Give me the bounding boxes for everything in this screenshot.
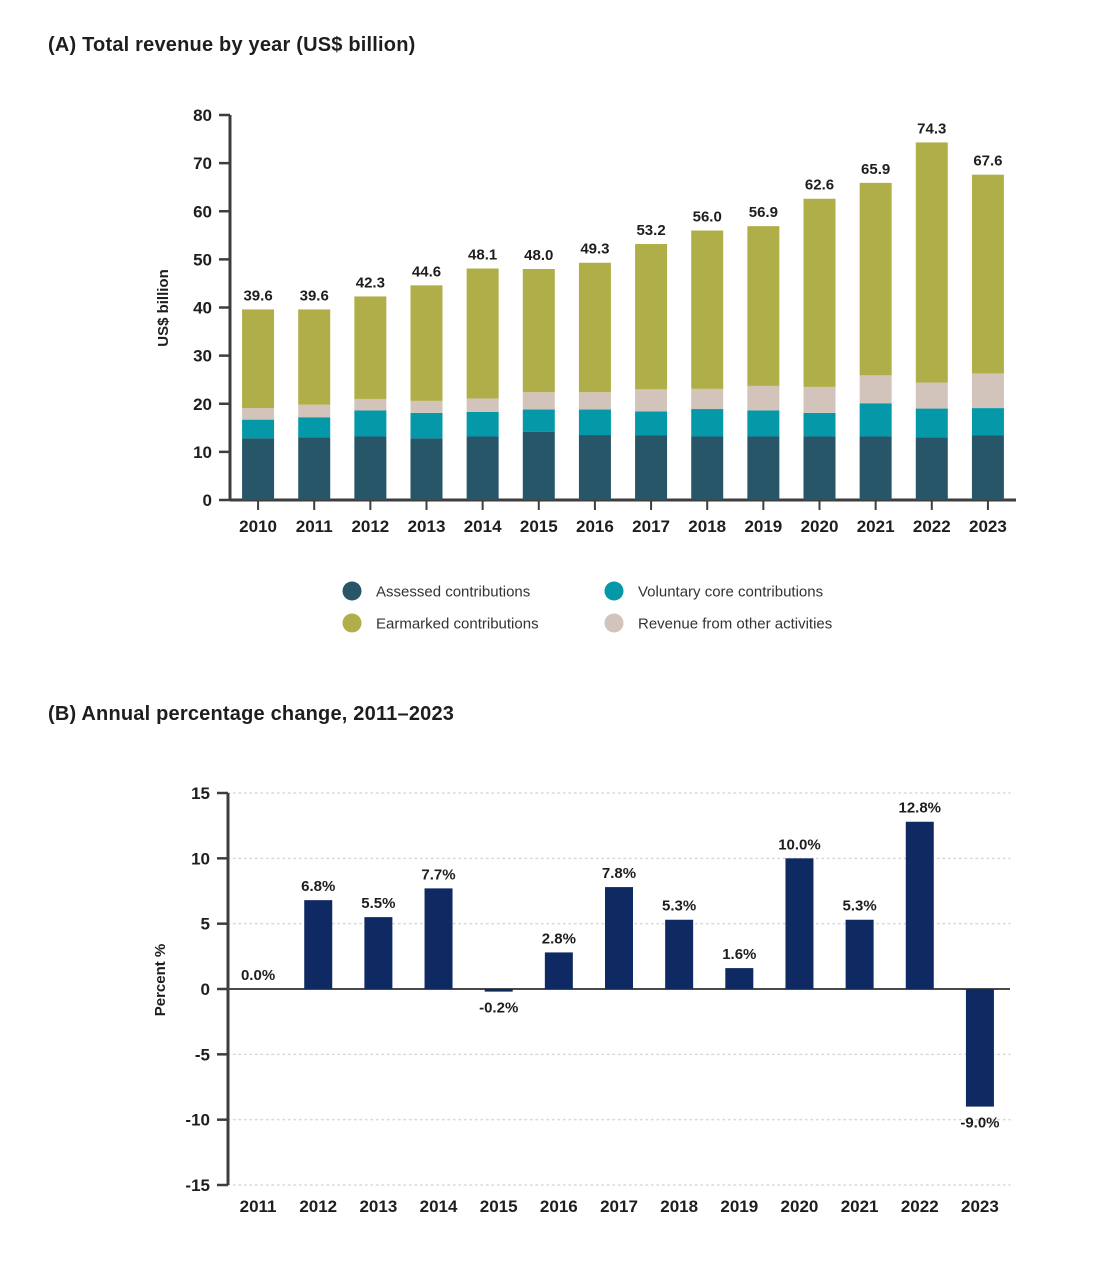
stacked-bar-segment-2018-s3 (691, 231, 723, 389)
stacked-bar-segment-2016-s0 (579, 435, 611, 500)
legend-label-1: Assessed contributions (376, 583, 531, 601)
y-tick-label-a: 20 (193, 394, 212, 414)
bar-total-label-2015: 48.0 (524, 247, 554, 264)
x-axis-label-b-2019: 2019 (720, 1197, 759, 1216)
bar-value-label-2011: 0.0% (240, 967, 276, 984)
stacked-bar-segment-2020-s3 (804, 199, 836, 387)
bar-total-label-2023: 67.6 (973, 152, 1003, 170)
y-tick-label-b: -5 (194, 1045, 210, 1065)
stacked-bar-segment-2013-s0 (411, 438, 443, 500)
y-tick-label-b: 15 (191, 784, 210, 803)
stacked-bar-segment-2011-s2 (298, 405, 330, 418)
stacked-bar-segment-2015-s2 (523, 392, 555, 409)
stacked-bar-segment-2015-s3 (523, 269, 555, 392)
stacked-bar-segment-2017-s3 (635, 244, 667, 389)
bar-value-label-2020: 10.0% (778, 836, 821, 854)
x-axis-label-b-2011: 2011 (239, 1197, 277, 1216)
y-tick-label-b: -10 (185, 1110, 210, 1130)
bar-value-label-2023: -9.0% (960, 1114, 1000, 1132)
stacked-bar-segment-2023-s1 (972, 408, 1004, 435)
stacked-bar-segment-2017-s0 (635, 436, 667, 500)
bar-value-label-2017: 7.8% (601, 865, 637, 883)
x-axis-label-2012: 2012 (351, 517, 390, 536)
bar-total-label-2016: 49.3 (580, 240, 610, 258)
chart-b-title: (B) Annual percentage change, 2011–2023 (48, 703, 455, 725)
stacked-bar-segment-2023-s3 (972, 175, 1004, 374)
y-tick-label-a: 10 (193, 442, 212, 462)
stacked-bar-segment-2017-s2 (635, 389, 667, 411)
x-axis-label-b-2013: 2013 (359, 1197, 398, 1216)
stacked-bar-segment-2019-s1 (747, 410, 779, 436)
x-axis-label-2013: 2013 (407, 517, 446, 536)
bar-total-label-2013: 44.6 (411, 263, 442, 281)
bar-2014 (425, 888, 453, 989)
stacked-bar-segment-2019-s0 (747, 436, 779, 500)
stacked-bar-segment-2012-s3 (354, 296, 386, 399)
bar-total-label-2019: 56.9 (748, 204, 778, 222)
stacked-bar-segment-2023-s0 (972, 436, 1004, 500)
stacked-bar-segment-2016-s2 (579, 392, 611, 409)
stacked-bar-segment-2016-s1 (579, 410, 611, 436)
stacked-bar-segment-2014-s2 (467, 398, 499, 411)
bar-2018 (665, 920, 693, 989)
y-tick-label-a: 50 (193, 250, 212, 270)
x-axis-label-2019: 2019 (744, 517, 783, 536)
stacked-bar-segment-2011-s1 (298, 417, 330, 437)
bar-total-label-2012: 42.3 (355, 274, 385, 292)
bar-total-label-2014: 48.1 (468, 246, 498, 264)
stacked-bar-segment-2014-s0 (467, 436, 499, 500)
bar-value-label-2014: 7.7% (421, 866, 456, 884)
x-axis-label-b-2023: 2023 (961, 1197, 999, 1216)
x-axis-label-2014: 2014 (463, 517, 502, 536)
legend-swatch-4 (605, 614, 624, 633)
y-tick-label-a: 0 (202, 491, 212, 510)
legend-swatch-3 (343, 614, 362, 633)
x-axis-label-2022: 2022 (912, 517, 951, 536)
stacked-bar-segment-2018-s1 (691, 409, 723, 436)
stacked-bar-segment-2013-s2 (411, 401, 443, 413)
bar-2022 (906, 822, 934, 989)
bar-total-label-2017: 53.2 (636, 221, 666, 239)
bar-total-label-2010: 39.6 (243, 287, 273, 305)
legend-swatch-1 (343, 582, 362, 601)
bar-2021 (846, 920, 874, 989)
x-axis-label-b-2021: 2021 (840, 1197, 879, 1216)
x-axis-label-2016: 2016 (576, 517, 614, 536)
stacked-bar-segment-2010-s1 (242, 420, 274, 439)
bar-2015 (485, 989, 513, 992)
bar-2013 (364, 917, 392, 989)
chart-a-title: (A) Total revenue by year (US$ billion) (48, 34, 416, 56)
bar-value-label-2021: 5.3% (842, 897, 877, 915)
stacked-bar-segment-2015-s1 (523, 410, 555, 432)
x-axis-label-2023: 2023 (969, 517, 1007, 536)
stacked-bar-segment-2019-s2 (747, 386, 779, 411)
stacked-bar-segment-2013-s1 (411, 413, 443, 439)
x-axis-label-b-2014: 2014 (419, 1197, 458, 1216)
y-tick-label-a: 80 (193, 106, 212, 125)
stacked-bar-segment-2011-s3 (298, 309, 330, 404)
x-axis-label-2017: 2017 (632, 517, 670, 536)
stacked-bar-segment-2018-s0 (691, 436, 723, 500)
x-axis-label-b-2018: 2018 (660, 1197, 699, 1216)
bar-2019 (725, 968, 753, 989)
stacked-bar-segment-2012-s0 (354, 436, 386, 500)
stacked-bar-segment-2010-s3 (242, 309, 274, 408)
stacked-bar-segment-2017-s1 (635, 411, 667, 435)
legend-swatch-2 (605, 582, 624, 601)
stacked-bar-segment-2022-s0 (916, 437, 948, 500)
bar-total-label-2021: 65.9 (861, 160, 891, 178)
stacked-bar-segment-2010-s0 (242, 438, 274, 500)
stacked-bar-segment-2021-s2 (860, 375, 892, 403)
stacked-bar-segment-2021-s3 (860, 183, 892, 376)
stacked-bar-segment-2023-s2 (972, 373, 1004, 408)
x-axis-label-2011: 2011 (295, 517, 333, 536)
bar-2020 (785, 858, 813, 989)
chart-a-canvas (0, 90, 1103, 670)
x-axis-label-b-2016: 2016 (539, 1197, 578, 1216)
stacked-bar-segment-2018-s2 (691, 389, 723, 409)
x-axis-label-2020: 2020 (800, 517, 839, 536)
x-axis-label-b-2022: 2022 (900, 1197, 939, 1216)
y-axis-title-a: US$ billion (155, 269, 172, 347)
legend-label-2: Voluntary core contributions (638, 583, 824, 601)
x-axis-label-b-2012: 2012 (299, 1197, 338, 1216)
y-tick-label-b: 0 (200, 980, 210, 999)
stacked-bar-segment-2012-s1 (354, 410, 386, 436)
y-axis-title-b: Percent % (152, 943, 169, 1017)
bar-2016 (545, 952, 573, 989)
stacked-bar-segment-2010-s2 (242, 408, 274, 420)
stacked-bar-segment-2021-s1 (860, 403, 892, 436)
stacked-bar-segment-2015-s0 (523, 432, 555, 500)
x-axis-label-2010: 2010 (239, 517, 277, 536)
x-axis-label-b-2020: 2020 (780, 1197, 819, 1216)
stacked-bar-segment-2019-s3 (747, 226, 779, 386)
stacked-bar-segment-2020-s1 (804, 413, 836, 437)
legend-label-4: Revenue from other activities (638, 615, 833, 633)
legend-label-3: Earmarked contributions (376, 615, 539, 633)
stacked-bar-segment-2014-s3 (467, 269, 499, 399)
bar-total-label-2022: 74.3 (917, 120, 947, 138)
stacked-bar-segment-2012-s2 (354, 399, 386, 411)
stacked-bar-segment-2022-s2 (916, 383, 948, 409)
y-tick-label-a: 30 (193, 346, 212, 366)
bar-total-label-2018: 56.0 (692, 208, 722, 226)
stacked-bar-segment-2022-s3 (916, 142, 948, 382)
bar-2023 (966, 989, 994, 1107)
bar-value-label-2016: 2.8% (541, 930, 576, 948)
x-axis-label-b-2015: 2015 (479, 1197, 518, 1216)
y-tick-label-a: 60 (193, 202, 212, 222)
stacked-bar-segment-2016-s3 (579, 263, 611, 392)
x-axis-label-2018: 2018 (688, 517, 727, 536)
bar-value-label-2012: 6.8% (301, 878, 336, 896)
bar-value-label-2018: 5.3% (662, 897, 697, 915)
x-axis-label-b-2017: 2017 (600, 1197, 638, 1216)
stacked-bar-segment-2020-s2 (804, 387, 836, 413)
y-tick-label-b: 5 (200, 914, 210, 934)
chart-b-canvas (0, 740, 1103, 1280)
bar-total-label-2011: 39.6 (299, 287, 329, 305)
y-tick-label-b: -15 (185, 1176, 210, 1195)
bar-2017 (605, 887, 633, 989)
y-tick-label-a: 40 (193, 298, 212, 318)
x-axis-label-2021: 2021 (856, 517, 895, 536)
stacked-bar-segment-2011-s0 (298, 437, 330, 500)
stacked-bar-segment-2021-s0 (860, 436, 892, 500)
stacked-bar-segment-2013-s3 (411, 285, 443, 401)
bar-value-label-2013: 5.5% (361, 895, 396, 913)
stacked-bar-segment-2014-s1 (467, 412, 499, 437)
y-tick-label-a: 70 (193, 154, 212, 174)
bar-value-label-2022: 12.8% (898, 799, 942, 817)
bar-value-label-2019: 1.6% (722, 946, 757, 964)
stacked-bar-segment-2020-s0 (804, 436, 836, 500)
y-tick-label-b: 10 (191, 849, 210, 869)
bar-total-label-2020: 62.6 (804, 176, 835, 194)
bar-2012 (304, 900, 332, 989)
bar-value-label-2015: -0.2% (479, 999, 519, 1017)
stacked-bar-segment-2022-s1 (916, 409, 948, 438)
x-axis-label-2015: 2015 (519, 517, 558, 536)
